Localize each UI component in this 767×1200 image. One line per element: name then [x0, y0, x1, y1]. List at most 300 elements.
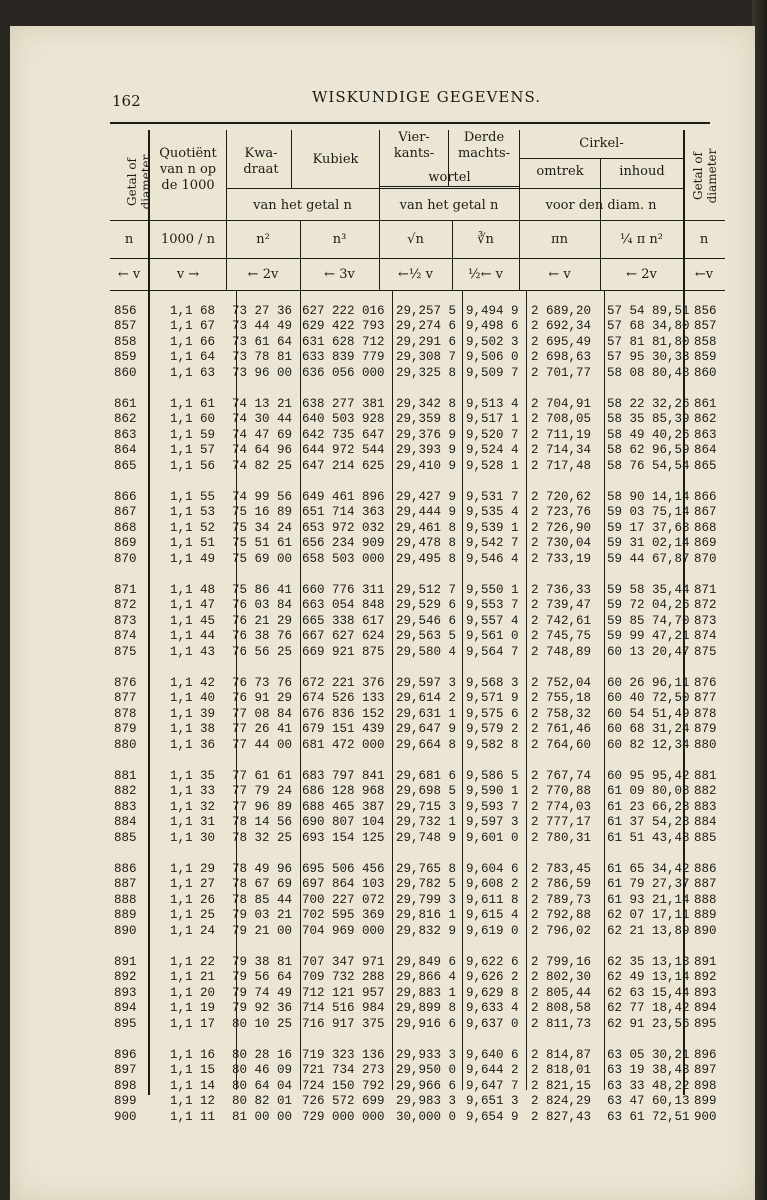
cell-kubiek: 649 461 896 — [302, 490, 385, 504]
cell-n: 869 — [114, 536, 137, 551]
cell-n-right: 871 — [694, 583, 717, 597]
cell-derdemachtswortel: 9,535 4 — [466, 505, 519, 520]
cell-vierkantswortel: 29,832 9 — [396, 923, 457, 938]
diff-col-0: ← v — [117, 267, 141, 282]
cell-derdemachtswortel: 9,520 7 — [466, 427, 519, 442]
cell-derdemachtswortel: 9,593 7 — [466, 799, 519, 814]
cell-vierkantswortel: 29,325 8 — [396, 365, 457, 380]
cell-omtrek: 2 730,04 — [531, 536, 592, 551]
cell-quotient: 1,1 55 — [170, 490, 216, 504]
cell-vierkantswortel: 29,393 9 — [396, 443, 457, 458]
cell-kwadraat: 74 47 69 — [232, 427, 293, 442]
cell-quotient: 1,1 21 — [170, 970, 216, 985]
cell-quotient: 1,1 19 — [170, 1001, 216, 1016]
cell-omtrek: 2 786,59 — [531, 877, 592, 892]
cell-inhoud: 59 17 37,68 — [607, 520, 690, 535]
symbol-n-left: n — [124, 232, 134, 247]
cell-vierkantswortel: 29,257 5 — [396, 304, 457, 318]
cell-vierkantswortel: 29,916 6 — [396, 1016, 457, 1031]
cell-inhoud: 61 09 80,08 — [607, 784, 690, 799]
cell-derdemachtswortel: 9,524 4 — [466, 443, 519, 458]
cell-omtrek: 2 767,74 — [531, 769, 592, 783]
cell-kubiek: 642 735 647 — [302, 427, 385, 442]
cell-kubiek: 663 054 848 — [302, 598, 385, 613]
cell-inhoud: 59 85 74,70 — [607, 613, 690, 628]
cell-quotient: 1,1 15 — [170, 1063, 216, 1078]
cell-n-right: 861 — [694, 397, 717, 411]
cell-derdemachtswortel: 9,517 1 — [466, 412, 519, 427]
cell-n: 884 — [114, 815, 137, 830]
cell-n: 890 — [114, 923, 137, 938]
rule-subhdr — [226, 188, 683, 189]
cell-kwadraat: 79 38 81 — [232, 955, 293, 969]
cell-kwadraat: 76 91 29 — [232, 691, 293, 706]
cell-quotient: 1,1 32 — [170, 799, 216, 814]
rule-wortel — [379, 186, 519, 187]
cell-n-right: 892 — [694, 970, 717, 985]
cell-n-right: 887 — [694, 877, 717, 892]
cell-n: 876 — [114, 676, 137, 690]
cell-kwadraat: 74 99 56 — [232, 490, 293, 504]
cell-kubiek: 702 595 369 — [302, 908, 385, 923]
cell-n: 867 — [114, 505, 137, 520]
cell-quotient: 1,1 24 — [170, 923, 216, 938]
cell-derdemachtswortel: 9,509 7 — [466, 365, 519, 380]
cell-kubiek: 658 503 000 — [302, 551, 385, 566]
symbol-frac: 1000 / n — [160, 232, 216, 247]
cell-derdemachtswortel: 9,568 3 — [466, 676, 519, 690]
cell-omtrek: 2 698,63 — [531, 350, 592, 365]
cell-quotient: 1,1 30 — [170, 830, 216, 845]
rule-top — [110, 122, 710, 124]
cell-derdemachtswortel: 9,644 2 — [466, 1063, 519, 1078]
cell-kubiek: 660 776 311 — [302, 583, 385, 597]
cell-n: 892 — [114, 970, 137, 985]
cell-kwadraat: 73 27 36 — [232, 304, 293, 318]
rule-cirkel — [519, 158, 683, 159]
cell-inhoud: 63 47 60,13 — [607, 1094, 690, 1109]
cell-kwadraat: 78 32 25 — [232, 830, 293, 845]
cell-omtrek: 2 733,19 — [531, 551, 592, 566]
cell-inhoud: 58 35 85,39 — [607, 412, 690, 427]
cell-n: 868 — [114, 520, 137, 535]
header-quotient: Quotiënt van n op de 1000 — [159, 146, 217, 193]
cell-vierkantswortel: 29,681 6 — [396, 769, 457, 783]
cell-omtrek: 2 692,34 — [531, 319, 592, 334]
cell-inhoud: 57 95 30,38 — [607, 350, 690, 365]
cell-kubiek: 676 836 152 — [302, 706, 385, 721]
rule-diff-end — [110, 290, 725, 291]
cell-derdemachtswortel: 9,494 9 — [466, 304, 519, 318]
cell-kubiek: 640 503 928 — [302, 412, 385, 427]
cell-vierkantswortel: 29,950 0 — [396, 1063, 457, 1078]
cell-derdemachtswortel: 9,654 9 — [466, 1109, 519, 1124]
cell-n-right: 890 — [694, 923, 717, 938]
cell-n-right: 859 — [694, 350, 717, 365]
cell-vierkantswortel: 29,866 4 — [396, 970, 457, 985]
cell-vierkantswortel: 30,000 0 — [396, 1109, 457, 1124]
cell-vierkantswortel: 29,478 8 — [396, 536, 457, 551]
cell-omtrek: 2 802,30 — [531, 970, 592, 985]
cell-kwadraat: 79 03 21 — [232, 908, 293, 923]
cell-inhoud: 59 58 35,44 — [607, 583, 690, 597]
cell-kubiek: 656 234 909 — [302, 536, 385, 551]
vrule-5 — [300, 220, 301, 1090]
cell-kwadraat: 79 92 36 — [232, 1001, 293, 1016]
cell-vierkantswortel: 29,765 8 — [396, 862, 457, 876]
cell-kwadraat: 75 69 00 — [232, 551, 293, 566]
cell-omtrek: 2 818,01 — [531, 1063, 592, 1078]
cell-inhoud: 61 93 21,14 — [607, 892, 690, 907]
cell-kwadraat: 73 61 64 — [232, 334, 293, 349]
symbol-pin: πn — [551, 232, 568, 247]
cell-n: 894 — [114, 1001, 137, 1016]
cell-derdemachtswortel: 9,539 1 — [466, 520, 519, 535]
cell-omtrek: 2 695,49 — [531, 334, 592, 349]
cell-kubiek: 693 154 125 — [302, 830, 385, 845]
cell-kubiek: 679 151 439 — [302, 722, 385, 737]
cell-kwadraat: 74 13 21 — [232, 397, 293, 411]
cell-omtrek: 2 774,03 — [531, 799, 592, 814]
cell-omtrek: 2 780,31 — [531, 830, 592, 845]
cell-n-right: 880 — [694, 737, 717, 752]
cell-vierkantswortel: 29,883 1 — [396, 985, 457, 1000]
cell-vierkantswortel: 29,597 3 — [396, 676, 457, 690]
cell-omtrek: 2 796,02 — [531, 923, 592, 938]
cell-kwadraat: 74 64 96 — [232, 443, 293, 458]
cell-kwadraat: 79 21 00 — [232, 923, 293, 938]
cell-inhoud: 62 63 15,44 — [607, 985, 690, 1000]
diff-col-8: ←v — [694, 267, 714, 282]
cell-omtrek: 2 824,29 — [531, 1094, 592, 1109]
diff-col-4: ←½ v — [398, 267, 433, 282]
diff-col-3: ← 3v — [324, 267, 355, 282]
cell-omtrek: 2 701,77 — [531, 365, 592, 380]
cell-kubiek: 667 627 624 — [302, 629, 385, 644]
cell-inhoud: 62 21 13,89 — [607, 923, 690, 938]
cell-n: 872 — [114, 598, 137, 613]
cell-n-right: 870 — [694, 551, 717, 566]
cell-kubiek: 719 323 136 — [302, 1048, 385, 1062]
cell-inhoud: 61 51 43,48 — [607, 830, 690, 845]
cell-n-right: 872 — [694, 598, 717, 613]
cell-kwadraat: 73 96 00 — [232, 365, 293, 380]
cell-derdemachtswortel: 9,637 0 — [466, 1016, 519, 1031]
cell-n: 900 — [114, 1109, 137, 1124]
cell-kubiek: 653 972 032 — [302, 520, 385, 535]
cell-omtrek: 2 689,20 — [531, 304, 592, 318]
cell-vierkantswortel: 29,308 7 — [396, 350, 457, 365]
symbol-sqrt: √n — [407, 232, 424, 247]
cell-derdemachtswortel: 9,561 0 — [466, 629, 519, 644]
cell-kubiek: 688 465 387 — [302, 799, 385, 814]
cell-kwadraat: 77 44 00 — [232, 737, 293, 752]
cell-omtrek: 2 704,91 — [531, 397, 592, 411]
cell-kwadraat: 76 21 29 — [232, 613, 293, 628]
cell-quotient: 1,1 45 — [170, 613, 216, 628]
cell-kubiek: 644 972 544 — [302, 443, 385, 458]
vrule-12 — [526, 290, 527, 1090]
cell-omtrek: 2 758,32 — [531, 706, 592, 721]
cell-omtrek: 2 714,34 — [531, 443, 592, 458]
cell-n-right: 899 — [694, 1094, 717, 1109]
cell-quotient: 1,1 67 — [170, 319, 216, 334]
cell-vierkantswortel: 29,782 5 — [396, 877, 457, 892]
page-title: WISKUNDIGE GEGEVENS. — [312, 88, 541, 106]
cell-n: 899 — [114, 1094, 137, 1109]
cell-derdemachtswortel: 9,615 4 — [466, 908, 519, 923]
vrule-14 — [604, 290, 605, 1090]
symbol-cbrt: ∛n — [477, 232, 494, 247]
cell-derdemachtswortel: 9,506 0 — [466, 350, 519, 365]
cell-vierkantswortel: 29,614 2 — [396, 691, 457, 706]
rule-symbol-end — [110, 258, 725, 259]
cell-n-right: 873 — [694, 613, 717, 628]
symbol-area: ¼ π n² — [620, 232, 663, 247]
cell-kubiek: 704 969 000 — [302, 923, 385, 938]
cell-derdemachtswortel: 9,633 4 — [466, 1001, 519, 1016]
cell-n: 898 — [114, 1078, 137, 1093]
cell-n: 862 — [114, 412, 137, 427]
cell-n-right: 875 — [694, 644, 717, 659]
cell-n: 866 — [114, 490, 137, 504]
cell-inhoud: 58 62 96,59 — [607, 443, 690, 458]
cell-omtrek: 2 711,19 — [531, 427, 592, 442]
cell-inhoud: 57 54 89,51 — [607, 304, 690, 318]
cell-inhoud: 61 23 66,28 — [607, 799, 690, 814]
cell-kubiek: 697 864 103 — [302, 877, 385, 892]
cell-inhoud: 60 82 12,34 — [607, 737, 690, 752]
cell-kubiek: 633 839 779 — [302, 350, 385, 365]
cell-kubiek: 674 526 133 — [302, 691, 385, 706]
cell-inhoud: 61 37 54,28 — [607, 815, 690, 830]
cell-n: 893 — [114, 985, 137, 1000]
cell-n-right: 879 — [694, 722, 717, 737]
cell-derdemachtswortel: 9,608 2 — [466, 877, 519, 892]
cell-inhoud: 58 76 54,54 — [607, 458, 690, 473]
cell-quotient: 1,1 38 — [170, 722, 216, 737]
cell-kubiek: 681 472 000 — [302, 737, 385, 752]
cell-n-right: 857 — [694, 319, 717, 334]
cell-n-right: 856 — [694, 304, 717, 318]
cell-quotient: 1,1 12 — [170, 1094, 216, 1109]
cell-quotient: 1,1 52 — [170, 520, 216, 535]
cell-kwadraat: 77 26 41 — [232, 722, 293, 737]
cell-derdemachtswortel: 9,498 6 — [466, 319, 519, 334]
cell-quotient: 1,1 42 — [170, 676, 216, 690]
cell-omtrek: 2 799,16 — [531, 955, 592, 969]
cell-kubiek: 627 222 016 — [302, 304, 385, 318]
cell-derdemachtswortel: 9,550 1 — [466, 583, 519, 597]
cell-vierkantswortel: 29,799 3 — [396, 892, 457, 907]
vrule-7 — [392, 290, 393, 1090]
cell-n-right: 867 — [694, 505, 717, 520]
cell-kubiek: 726 572 699 — [302, 1094, 385, 1109]
cell-n: 879 — [114, 722, 137, 737]
cell-vierkantswortel: 29,664 8 — [396, 737, 457, 752]
cell-vierkantswortel: 29,512 7 — [396, 583, 457, 597]
cell-omtrek: 2 752,04 — [531, 676, 592, 690]
cell-inhoud: 60 40 72,50 — [607, 691, 690, 706]
cell-derdemachtswortel: 9,604 6 — [466, 862, 519, 876]
cell-quotient: 1,1 61 — [170, 397, 216, 411]
cell-n-right: 897 — [694, 1063, 717, 1078]
cell-n-right: 863 — [694, 427, 717, 442]
diff-col-5: ½← v — [468, 267, 503, 282]
cell-vierkantswortel: 29,966 6 — [396, 1078, 457, 1093]
header-inhoud: inhoud — [619, 164, 665, 179]
cell-kubiek: 729 000 000 — [302, 1109, 385, 1124]
cell-derdemachtswortel: 9,553 7 — [466, 598, 519, 613]
cell-kwadraat: 76 73 76 — [232, 676, 293, 690]
cell-n: 881 — [114, 769, 137, 783]
cell-kubiek: 638 277 381 — [302, 397, 385, 411]
cell-kubiek: 631 628 712 — [302, 334, 385, 349]
cell-quotient: 1,1 29 — [170, 862, 216, 876]
cell-kubiek: 700 227 072 — [302, 892, 385, 907]
cell-quotient: 1,1 35 — [170, 769, 216, 783]
cell-derdemachtswortel: 9,651 3 — [466, 1094, 519, 1109]
cell-n: 870 — [114, 551, 137, 566]
cell-omtrek: 2 783,45 — [531, 862, 592, 876]
cell-derdemachtswortel: 9,531 7 — [466, 490, 519, 504]
cell-kwadraat: 76 38 76 — [232, 629, 293, 644]
cell-n-right: 894 — [694, 1001, 717, 1016]
cell-n-right: 876 — [694, 676, 717, 690]
cell-derdemachtswortel: 9,564 7 — [466, 644, 519, 659]
cell-quotient: 1,1 53 — [170, 505, 216, 520]
cell-quotient: 1,1 56 — [170, 458, 216, 473]
cell-kwadraat: 77 61 61 — [232, 769, 293, 783]
cell-kwadraat: 73 44 49 — [232, 319, 293, 334]
cell-derdemachtswortel: 9,502 3 — [466, 334, 519, 349]
vrule-10 — [462, 290, 463, 1090]
cell-n: 857 — [114, 319, 137, 334]
cell-omtrek: 2 720,62 — [531, 490, 592, 504]
cell-omtrek: 2 708,05 — [531, 412, 592, 427]
cell-omtrek: 2 723,76 — [531, 505, 592, 520]
cell-quotient: 1,1 31 — [170, 815, 216, 830]
cell-n: 895 — [114, 1016, 137, 1031]
cell-quotient: 1,1 44 — [170, 629, 216, 644]
cell-n-right: 882 — [694, 784, 717, 799]
cell-n: 859 — [114, 350, 137, 365]
cell-vierkantswortel: 29,359 8 — [396, 412, 457, 427]
header-kubiek: Kubiek — [312, 152, 359, 167]
cell-n-right: 868 — [694, 520, 717, 535]
cell-kubiek: 669 921 875 — [302, 644, 385, 659]
cell-n-right: 883 — [694, 799, 717, 814]
header-vierkants: Vier-kants- — [393, 130, 435, 161]
cell-kwadraat: 75 86 41 — [232, 583, 293, 597]
cell-derdemachtswortel: 9,597 3 — [466, 815, 519, 830]
cell-quotient: 1,1 17 — [170, 1016, 216, 1031]
rule-header-end — [110, 220, 725, 221]
cell-derdemachtswortel: 9,528 1 — [466, 458, 519, 473]
cell-n-right: 893 — [694, 985, 717, 1000]
cell-vierkantswortel: 29,461 8 — [396, 520, 457, 535]
cell-kubiek: 724 150 792 — [302, 1078, 385, 1093]
cell-quotient: 1,1 14 — [170, 1078, 216, 1093]
cell-quotient: 1,1 22 — [170, 955, 216, 969]
cell-n: 885 — [114, 830, 137, 845]
cell-derdemachtswortel: 9,546 4 — [466, 551, 519, 566]
cell-quotient: 1,1 51 — [170, 536, 216, 551]
cell-omtrek: 2 726,90 — [531, 520, 592, 535]
cell-kwadraat: 79 56 64 — [232, 970, 293, 985]
cell-kubiek: 709 732 288 — [302, 970, 385, 985]
cell-omtrek: 2 808,58 — [531, 1001, 592, 1016]
cell-vierkantswortel: 29,732 1 — [396, 815, 457, 830]
cell-quotient: 1,1 63 — [170, 365, 216, 380]
cell-inhoud: 58 90 14,14 — [607, 490, 690, 504]
cell-kwadraat: 80 10 25 — [232, 1016, 293, 1031]
cell-kwadraat: 77 08 84 — [232, 706, 293, 721]
cell-inhoud: 58 22 32,26 — [607, 397, 690, 411]
cell-kwadraat: 81 00 00 — [232, 1109, 293, 1124]
cell-n-right: 900 — [694, 1109, 717, 1124]
cell-omtrek: 2 777,17 — [531, 815, 592, 830]
cell-quotient: 1,1 43 — [170, 644, 216, 659]
cell-vierkantswortel: 29,715 3 — [396, 799, 457, 814]
cell-derdemachtswortel: 9,590 1 — [466, 784, 519, 799]
cell-n-right: 864 — [694, 443, 717, 458]
cell-n-right: 874 — [694, 629, 717, 644]
cell-n: 882 — [114, 784, 137, 799]
cell-inhoud: 62 35 13,13 — [607, 955, 690, 969]
diff-col-2: ← 2v — [247, 267, 279, 282]
header-getal-left: Getal of diameter — [125, 154, 153, 210]
cell-vierkantswortel: 29,291 6 — [396, 334, 457, 349]
cell-n-right: 866 — [694, 490, 717, 504]
cell-n-right: 886 — [694, 862, 717, 876]
cell-quotient: 1,1 68 — [170, 304, 216, 318]
cell-n-right: 891 — [694, 955, 717, 969]
cell-derdemachtswortel: 9,611 8 — [466, 892, 519, 907]
cell-n: 886 — [114, 862, 137, 876]
cell-vierkantswortel: 29,563 5 — [396, 629, 457, 644]
cell-inhoud: 58 49 40,26 — [607, 427, 690, 442]
cell-kwadraat: 79 74 49 — [232, 985, 293, 1000]
cell-n-right: 869 — [694, 536, 717, 551]
cell-kubiek: 683 797 841 — [302, 769, 385, 783]
cell-omtrek: 2 736,33 — [531, 583, 592, 597]
cell-vierkantswortel: 29,631 1 — [396, 706, 457, 721]
cell-kubiek: 716 917 375 — [302, 1016, 385, 1031]
cell-kwadraat: 78 67 69 — [232, 877, 293, 892]
cell-kubiek: 686 128 968 — [302, 784, 385, 799]
cell-n-right: 858 — [694, 334, 717, 349]
header-kwadraat: Kwa-draat — [243, 146, 279, 177]
header-omtrek: omtrek — [536, 164, 584, 179]
cell-inhoud: 59 99 47,21 — [607, 629, 690, 644]
header-cirkel: Cirkel- — [579, 136, 624, 151]
cell-vierkantswortel: 29,410 9 — [396, 458, 457, 473]
cell-omtrek: 2 745,75 — [531, 629, 592, 644]
cell-kwadraat: 80 46 09 — [232, 1063, 293, 1078]
cell-omtrek: 2 821,15 — [531, 1078, 592, 1093]
diff-col-1: v → — [176, 267, 200, 282]
cell-n: 888 — [114, 892, 137, 907]
cell-kubiek: 721 734 273 — [302, 1063, 385, 1078]
header-voor-den-diam: voor den diam. n — [545, 198, 657, 213]
cell-inhoud: 60 95 95,42 — [607, 769, 690, 783]
cell-kubiek: 651 714 363 — [302, 505, 385, 520]
cell-omtrek: 2 811,73 — [531, 1016, 592, 1031]
cell-omtrek: 2 814,87 — [531, 1048, 592, 1062]
cell-inhoud: 59 72 04,26 — [607, 598, 690, 613]
cell-kubiek: 647 214 625 — [302, 458, 385, 473]
